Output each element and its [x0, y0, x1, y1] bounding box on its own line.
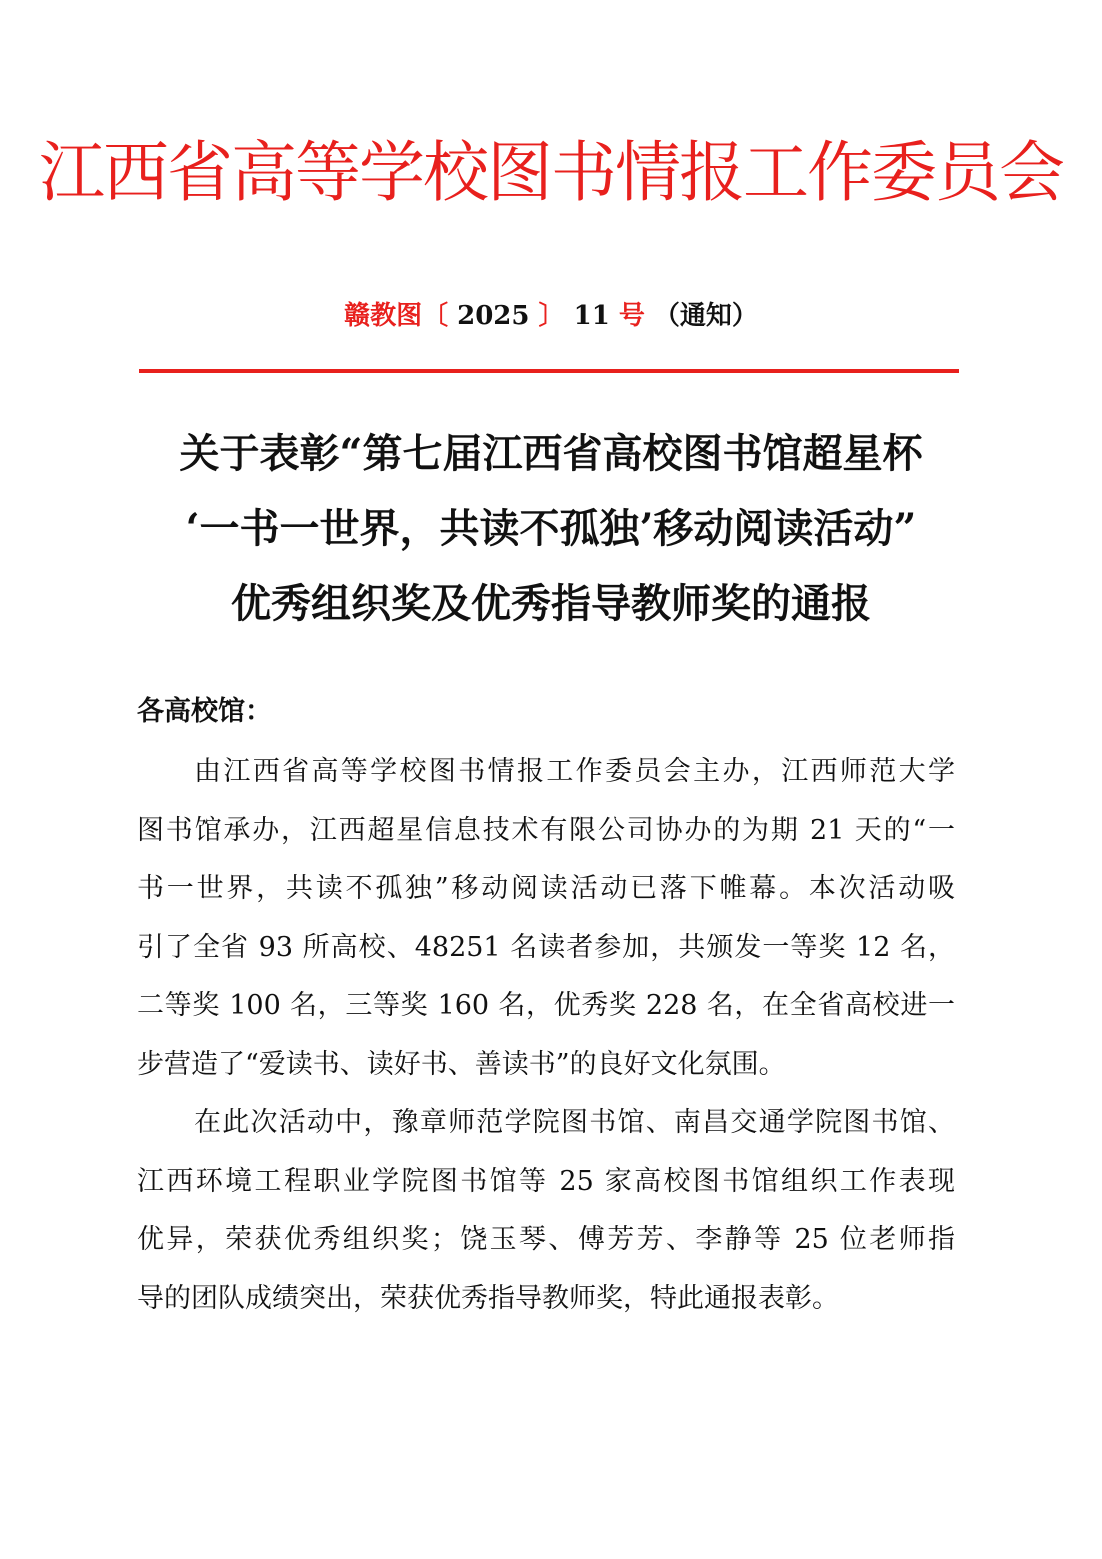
paragraph-line: 导的团队成绩突出，荣获优秀指导教师奖，特此通报表彰。 — [137, 1282, 839, 1314]
organization-header: 江西省高等学校图书情报工作委员会 — [39, 134, 1063, 211]
document-number-year: 2025 — [457, 301, 530, 331]
paragraph-line: 江西环境工程职业学院图书馆等 25 家高校图书馆组织工作表现 — [137, 1165, 955, 1197]
document-type: （通知） — [644, 301, 758, 331]
title-line: ‘一书一世界，共读不孤独’移动阅读活动” — [185, 505, 917, 552]
document-number-prefix: 赣教图〔 — [344, 301, 458, 331]
paragraph-line: 二等奖 100 名，三等奖 160 名，优秀奖 228 名，在全省高校进一 — [137, 990, 955, 1021]
document-number-value: 11 — [573, 301, 610, 331]
document-number-bracket: 〕 — [529, 301, 574, 331]
document-number-suffix: 号 — [609, 301, 645, 331]
paragraph-line: 由江西省高等学校图书情报工作委员会主办，江西师范大学 — [194, 756, 955, 787]
red-header-rule — [139, 369, 959, 373]
title-line: 关于表彰“第七届江西省高校图书馆超星杯 — [179, 430, 923, 477]
title-line: 优秀组织奖及优秀指导教师奖的通报 — [231, 580, 871, 627]
document-body — [137, 743, 955, 1328]
paragraph-line: 优异，荣获优秀组织奖；饶玉琴、傅芳芳、李静等 25 位老师指 — [137, 1224, 955, 1255]
document-number — [0, 296, 1102, 336]
paragraph-line: 书一世界，共读不孤独”移动阅读活动已落下帷幕。本次活动吸 — [137, 873, 955, 904]
salutation: 各高校馆： — [137, 696, 272, 727]
document-title — [0, 416, 1102, 641]
paragraph-line: 步营造了“爱读书、读好书、善读书”的良好文化氛围。 — [137, 1048, 786, 1080]
paragraph-line: 引了全省 93 所高校、48251 名读者参加，共颁发一等奖 12 名， — [137, 931, 955, 963]
paragraph-line: 在此次活动中，豫章师范学院图书馆、南昌交通学院图书馆、 — [194, 1107, 955, 1138]
paragraph-line: 图书馆承办，江西超星信息技术有限公司协办的为期 21 天的“一 — [137, 814, 955, 846]
